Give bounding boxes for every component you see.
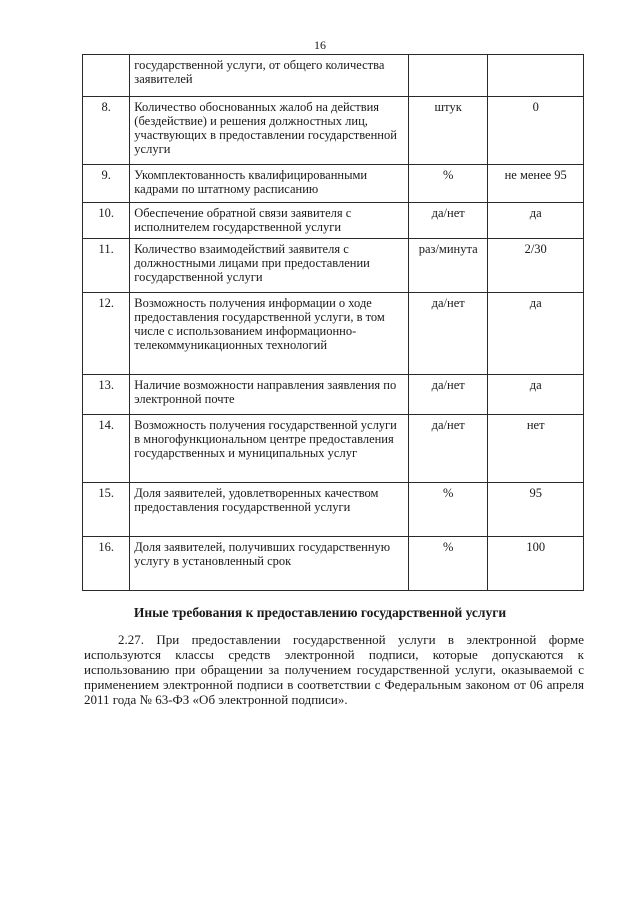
table-row [83,55,584,97]
indicator-name: Доля заявителей, удовлетворенных качеством предоставления государственной услуги [130,483,409,537]
table-row [83,415,584,483]
table-row [83,293,584,375]
table-row [83,165,584,203]
row-number: 15. [83,483,130,537]
row-number: 14. [83,415,130,483]
row-number: 12. [83,293,130,375]
indicator-name: Наличие возможности направления заявления по электронной почте [130,375,409,415]
indicator-name: Возможность получения государственной услуги в многофункциональном центре предоставления государственных и муниципальных услуг [130,415,409,483]
indicator-value: да [488,203,584,239]
indicator-value: да [488,375,584,415]
table-row [83,97,584,165]
indicator-unit: штук [408,97,487,165]
indicator-name: Обеспечение обратной связи заявителя с исполнителем государственной услуги [130,203,409,239]
indicator-value: 2/30 [488,239,584,293]
table-row [83,375,584,415]
indicator-unit: % [408,483,487,537]
indicators-table-body [83,55,584,591]
indicator-name: Возможность получения информации о ходе предоставления государственной услуги, в том числе с использованием информационно-телекоммуникационных технологий [130,293,409,375]
indicator-unit: да/нет [408,415,487,483]
indicator-unit: % [408,165,487,203]
table-row [83,537,584,591]
indicator-value: 0 [488,97,584,165]
table-row [83,239,584,293]
indicator-unit [408,55,487,97]
indicator-name: Укомплектованность квалифицированными кадрами по штатному расписанию [130,165,409,203]
row-number: 16. [83,537,130,591]
row-number: 11. [83,239,130,293]
indicator-value: не менее 95 [488,165,584,203]
indicator-unit: да/нет [408,203,487,239]
page-number: 16 [314,38,326,52]
indicator-value [488,55,584,97]
indicator-unit: да/нет [408,375,487,415]
row-number [83,55,130,97]
table-row [83,203,584,239]
indicator-name: государственной услуги, от общего количества заявителей [130,55,409,97]
indicator-name: Количество обоснованных жалоб на действия (бездействие) и решения должностных лиц, участвующих в предоставлении государственной услуги [130,97,409,165]
row-number: 9. [83,165,130,203]
indicator-name: Доля заявителей, получивших государственную услугу в установленный срок [130,537,409,591]
table-row [83,483,584,537]
indicator-unit: да/нет [408,293,487,375]
indicator-value: нет [488,415,584,483]
row-number: 10. [83,203,130,239]
indicator-value: 95 [488,483,584,537]
indicator-unit: % [408,537,487,591]
indicator-value: 100 [488,537,584,591]
indicators-table [82,54,584,591]
paragraph-2-27: 2.27. При предоставлении государственной услуги в электронной форме используются классы средств электронной подписи, которые допускаются к использованию при обращении за получением государственной услуги, оказываемой с применением электронной подписи в соответствии с Федеральным законом от 06 апреля 2011 года № 63-ФЗ «Об электронной подписи». [84,632,584,707]
section-heading: Иные требования к предоставлению государственной услуги [133,605,507,620]
indicator-unit: раз/минута [408,239,487,293]
indicator-value: да [488,293,584,375]
row-number: 13. [83,375,130,415]
indicator-name: Количество взаимодействий заявителя с должностными лицами при предоставлении государственной услуги [130,239,409,293]
row-number: 8. [83,97,130,165]
